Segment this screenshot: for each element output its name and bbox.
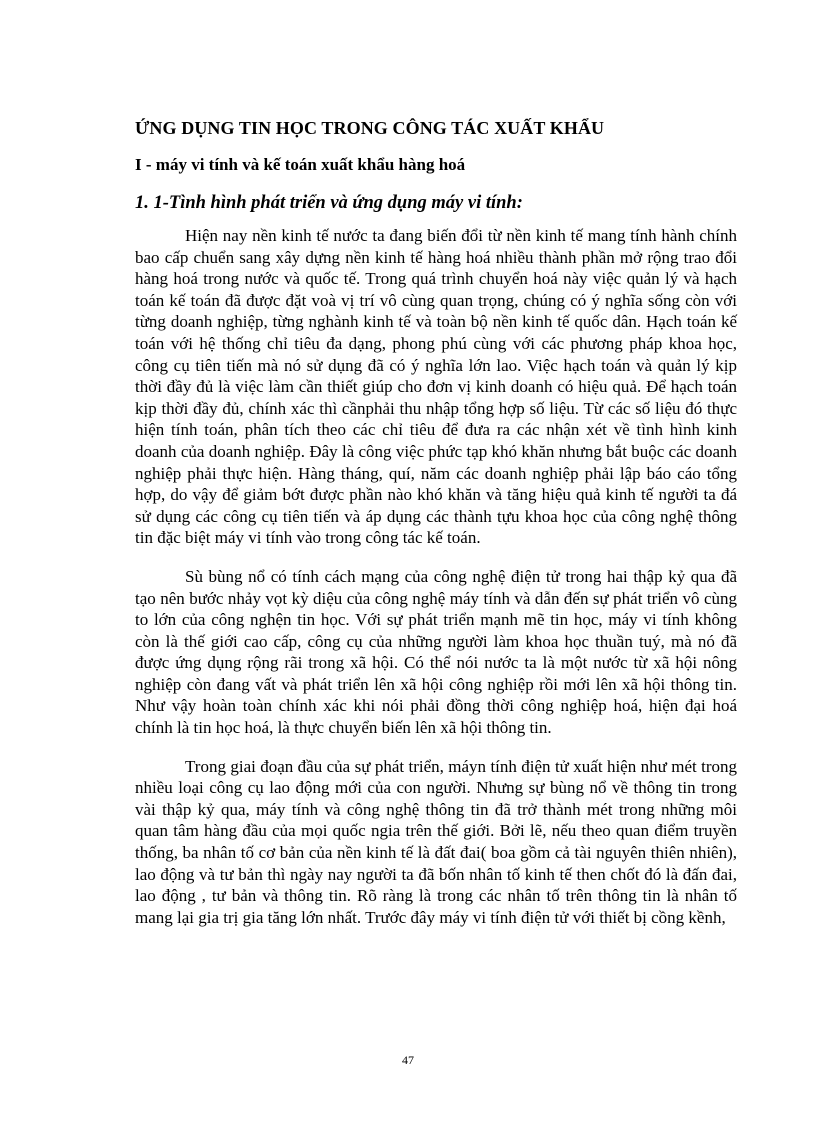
section-heading: I - máy vi tính và kế toán xuất khẩu hàng hoá	[135, 155, 466, 174]
body-paragraph-2: Sù bùng nổ có tính cách mạng của công nghệ điện tử trong hai thập kỷ qua đã tạo nên bước nhảy vọt kỳ diệu của công nghệ máy tính và dẫn đến sự phát triển vô cùng to lớn của công nghện tin học. Với sự phát triển mạnh mẽ tin học, máy vi tính không còn là thế giới cao cấp, công cụ của những người làm khoa học thuần tuý, mà nó đã được ứng dụng rộng rãi trong xã hội. Có thể nói nước ta là một nước từ xã hội nông nghiệp còn đang vất và phát triển lên xã hội công nghiệp rồi mới lên xã hội thông tin. Như vậy hoàn toàn chính xác khi nói phải đồng thời công nghiệp hoá, hiện đại hoá chính là tin học hoá, là thực chuyển biến lên xã hội thông tin.	[135, 566, 737, 738]
body-paragraph-1: Hiện nay nền kinh tế nước ta đang biến đổi từ nền kinh tế mang tính hành chính bao cấp chuển sang xây dựng nền kinh tế hàng hoá nhiều thành phần mở rộng trao đổi hàng hoá trong nước và quốc tế. Trong quá trình chuyển hoá này việc quản lý và hạch toán kế toán đã được đặt voà vị trí vô cùng quan trọng, chúng có ý nghĩa sống còn với từng doanh nghiệp, từng nghành kinh tế và toàn bộ nền kinh tế quốc dân. Hạch toán kế toán với hệ thống chỉ tiêu đa dạng, phong phú cùng với các phương pháp khoa học, công cụ tiên tiến mà nó sử dụng đã có ý nghĩa lớn lao. Việc hạch toán và quản lý kịp thời đầy đủ là việc làm cần thiết giúp cho đơn vị kinh doanh có hiệu quả. Để hạch toán kịp thời đầy đủ, chính xác thì cầnphải thu nhập tổng hợp số liệu. Từ các số liệu đó thực hiện tính toán, phân tích theo các chỉ tiêu để đưa ra các nhận xét về tình hình kinh doanh của doanh nghiệp. Đây là công việc phức tạp khó khăn nhưng bắt buộc các doanh nghiệp phải thực hiện. Hàng tháng, quí, năm các doanh nghiệp phải lập báo cáo tổng hợp, do vậy để giảm bớt được phần nào khó khăn và tăng hiệu quả kinh tế người ta đá sử dụng các công cụ tiên tiến và áp dụng các thành tựu khoa học của công nghệ thông tin đặc biệt máy vi tính vào trong công tác kế toán.	[135, 226, 737, 548]
body-paragraph-3: Trong giai đoạn đầu của sự phát triển, máyn tính điện tử xuất hiện như mét trong nhiều loại công cụ lao động mới của con người. Nhưng sự bùng nổ về thông tin trong vài thập kỷ qua, máy tính và công nghệ thông tin đã trở thành mét trong những môi quan tâm hàng đầu của mọi quốc ngia trên thế giới. Bởi lẽ, nếu theo quan điểm truyền thống, ba nhân tố cơ bản của nền kinh tế là đất đai( boa gồm cả tài nguyên thiên nhiên), lao động và tư bản thì ngày nay người ta đã bốn nhân tố kinh tế then chốt đó là đấn đai, lao động , tư bản và thông tin. Rõ ràng là trong các nhân tố trên thông tin là nhân tố mang lại gia trị gia tăng lớn nhất. Trước đây máy vi tính điện tử với thiết bị cồng kềnh,	[135, 756, 737, 927]
page-number: 47	[402, 1053, 414, 1067]
subsection-heading: 1. 1-Tình hình phát triển và ứng dụng máy vi tính:	[135, 193, 523, 213]
document-title: ỨNG DỤNG TIN HỌC TRONG CÔNG TÁC XUẤT KHẨU	[135, 118, 605, 138]
page-content	[135, 116, 737, 928]
